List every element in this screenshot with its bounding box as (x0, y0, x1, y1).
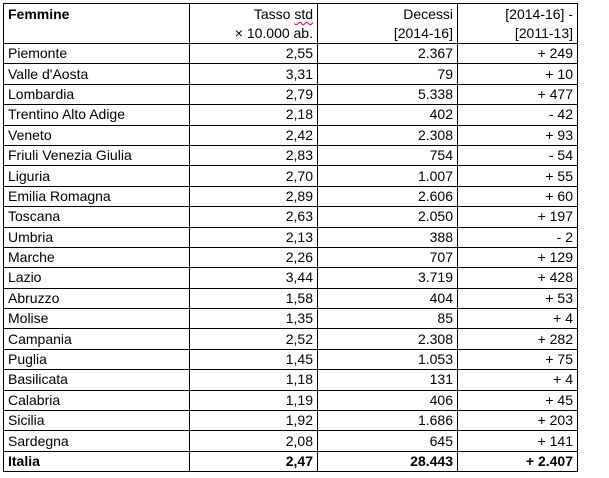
rate-cell: 1,45 (190, 349, 318, 369)
header-diff-line1: [2014-16] - (505, 6, 573, 22)
rate-cell: 1,58 (190, 288, 318, 308)
rate-cell: 2,18 (190, 105, 318, 125)
table-row (4, 207, 578, 227)
deaths-cell: 131 (318, 370, 458, 390)
header-diff (458, 4, 578, 44)
rate-cell: 2,42 (190, 125, 318, 145)
rate-cell: 2,83 (190, 145, 318, 165)
mortality-table (3, 3, 578, 472)
table-row (4, 431, 578, 451)
region-cell: Puglia (4, 349, 190, 369)
diff-cell: + 75 (458, 349, 578, 369)
total-deaths: 28.443 (318, 451, 458, 471)
rate-cell: 2,63 (190, 207, 318, 227)
table-row (4, 349, 578, 369)
table-row (4, 227, 578, 247)
table-row (4, 125, 578, 145)
deaths-cell: 85 (318, 309, 458, 329)
table-row (4, 411, 578, 431)
header-diff-line2: [2011-13] (514, 25, 573, 41)
diff-cell: + 477 (458, 84, 578, 104)
table-row (4, 186, 578, 206)
deaths-cell: 406 (318, 390, 458, 410)
region-cell: Lombardia (4, 84, 190, 104)
region-cell: Veneto (4, 125, 190, 145)
rate-cell: 2,26 (190, 247, 318, 267)
region-cell: Liguria (4, 166, 190, 186)
table-row (4, 390, 578, 410)
header-femmine-label: Femmine (8, 6, 70, 22)
diff-cell: + 197 (458, 207, 578, 227)
region-cell: Basilicata (4, 370, 190, 390)
total-row (4, 451, 578, 471)
rate-cell: 2,52 (190, 329, 318, 349)
header-femmine (4, 4, 190, 44)
header-deaths (318, 4, 458, 44)
deaths-cell: 1.686 (318, 411, 458, 431)
deaths-cell: 2.606 (318, 186, 458, 206)
deaths-cell: 388 (318, 227, 458, 247)
table-row (4, 268, 578, 288)
deaths-cell: 79 (318, 64, 458, 84)
diff-cell: + 60 (458, 186, 578, 206)
diff-cell: + 203 (458, 411, 578, 431)
region-cell: Piemonte (4, 44, 190, 64)
rate-cell: 1,18 (190, 370, 318, 390)
rate-cell: 1,92 (190, 411, 318, 431)
region-cell: Trentino Alto Adige (4, 105, 190, 125)
table-row (4, 84, 578, 104)
header-row (4, 4, 578, 44)
rate-cell: 1,35 (190, 309, 318, 329)
header-deaths-line1: Decessi (403, 6, 453, 22)
header-deaths-line2: [2014-16] (393, 25, 453, 41)
region-cell: Abruzzo (4, 288, 190, 308)
rate-cell: 2,55 (190, 44, 318, 64)
diff-cell: + 4 (458, 309, 578, 329)
header-rate-line1b: std (294, 6, 313, 22)
region-cell: Toscana (4, 207, 190, 227)
diff-cell: + 55 (458, 166, 578, 186)
deaths-cell: 1.007 (318, 166, 458, 186)
deaths-cell: 404 (318, 288, 458, 308)
table-row (4, 105, 578, 125)
table-row (4, 329, 578, 349)
deaths-cell: 1.053 (318, 349, 458, 369)
deaths-cell: 2.367 (318, 44, 458, 64)
region-cell: Umbria (4, 227, 190, 247)
region-cell: Sicilia (4, 411, 190, 431)
rate-cell: 3,31 (190, 64, 318, 84)
region-cell: Sardegna (4, 431, 190, 451)
region-cell: Calabria (4, 390, 190, 410)
region-cell: Valle d'Aosta (4, 64, 190, 84)
table-row (4, 44, 578, 64)
table-row (4, 166, 578, 186)
rate-cell: 3,44 (190, 268, 318, 288)
deaths-cell: 707 (318, 247, 458, 267)
diff-cell: + 53 (458, 288, 578, 308)
region-cell: Emilia Romagna (4, 186, 190, 206)
region-cell: Marche (4, 247, 190, 267)
table-row (4, 247, 578, 267)
deaths-cell: 754 (318, 145, 458, 165)
deaths-cell: 3.719 (318, 268, 458, 288)
diff-cell: + 129 (458, 247, 578, 267)
table-row (4, 309, 578, 329)
header-rate-line1a: Tasso (253, 6, 295, 22)
diff-cell: - 42 (458, 105, 578, 125)
deaths-cell: 645 (318, 431, 458, 451)
diff-cell: + 10 (458, 64, 578, 84)
deaths-cell: 5.338 (318, 84, 458, 104)
deaths-cell: 2.308 (318, 125, 458, 145)
table-row (4, 64, 578, 84)
diff-cell: + 45 (458, 390, 578, 410)
diff-cell: + 93 (458, 125, 578, 145)
rate-cell: 2,79 (190, 84, 318, 104)
diff-cell: + 4 (458, 370, 578, 390)
rate-cell: 2,13 (190, 227, 318, 247)
rate-cell: 2,70 (190, 166, 318, 186)
diff-cell: + 141 (458, 431, 578, 451)
deaths-cell: 402 (318, 105, 458, 125)
diff-cell: + 249 (458, 44, 578, 64)
deaths-cell: 2.050 (318, 207, 458, 227)
diff-cell: + 282 (458, 329, 578, 349)
table-row (4, 145, 578, 165)
header-rate (190, 4, 318, 44)
rate-cell: 2,08 (190, 431, 318, 451)
deaths-cell: 2.308 (318, 329, 458, 349)
header-rate-line2: × 10.000 ab. (234, 25, 313, 41)
region-cell: Lazio (4, 268, 190, 288)
diff-cell: + 428 (458, 268, 578, 288)
region-cell: Campania (4, 329, 190, 349)
total-rate: 2,47 (190, 451, 318, 471)
region-cell: Friuli Venezia Giulia (4, 145, 190, 165)
table-row (4, 288, 578, 308)
diff-cell: - 2 (458, 227, 578, 247)
region-cell: Molise (4, 309, 190, 329)
diff-cell: - 54 (458, 145, 578, 165)
total-diff: + 2.407 (458, 451, 578, 471)
rate-cell: 2,89 (190, 186, 318, 206)
rate-cell: 1,19 (190, 390, 318, 410)
total-region: Italia (4, 451, 190, 471)
table-row (4, 370, 578, 390)
